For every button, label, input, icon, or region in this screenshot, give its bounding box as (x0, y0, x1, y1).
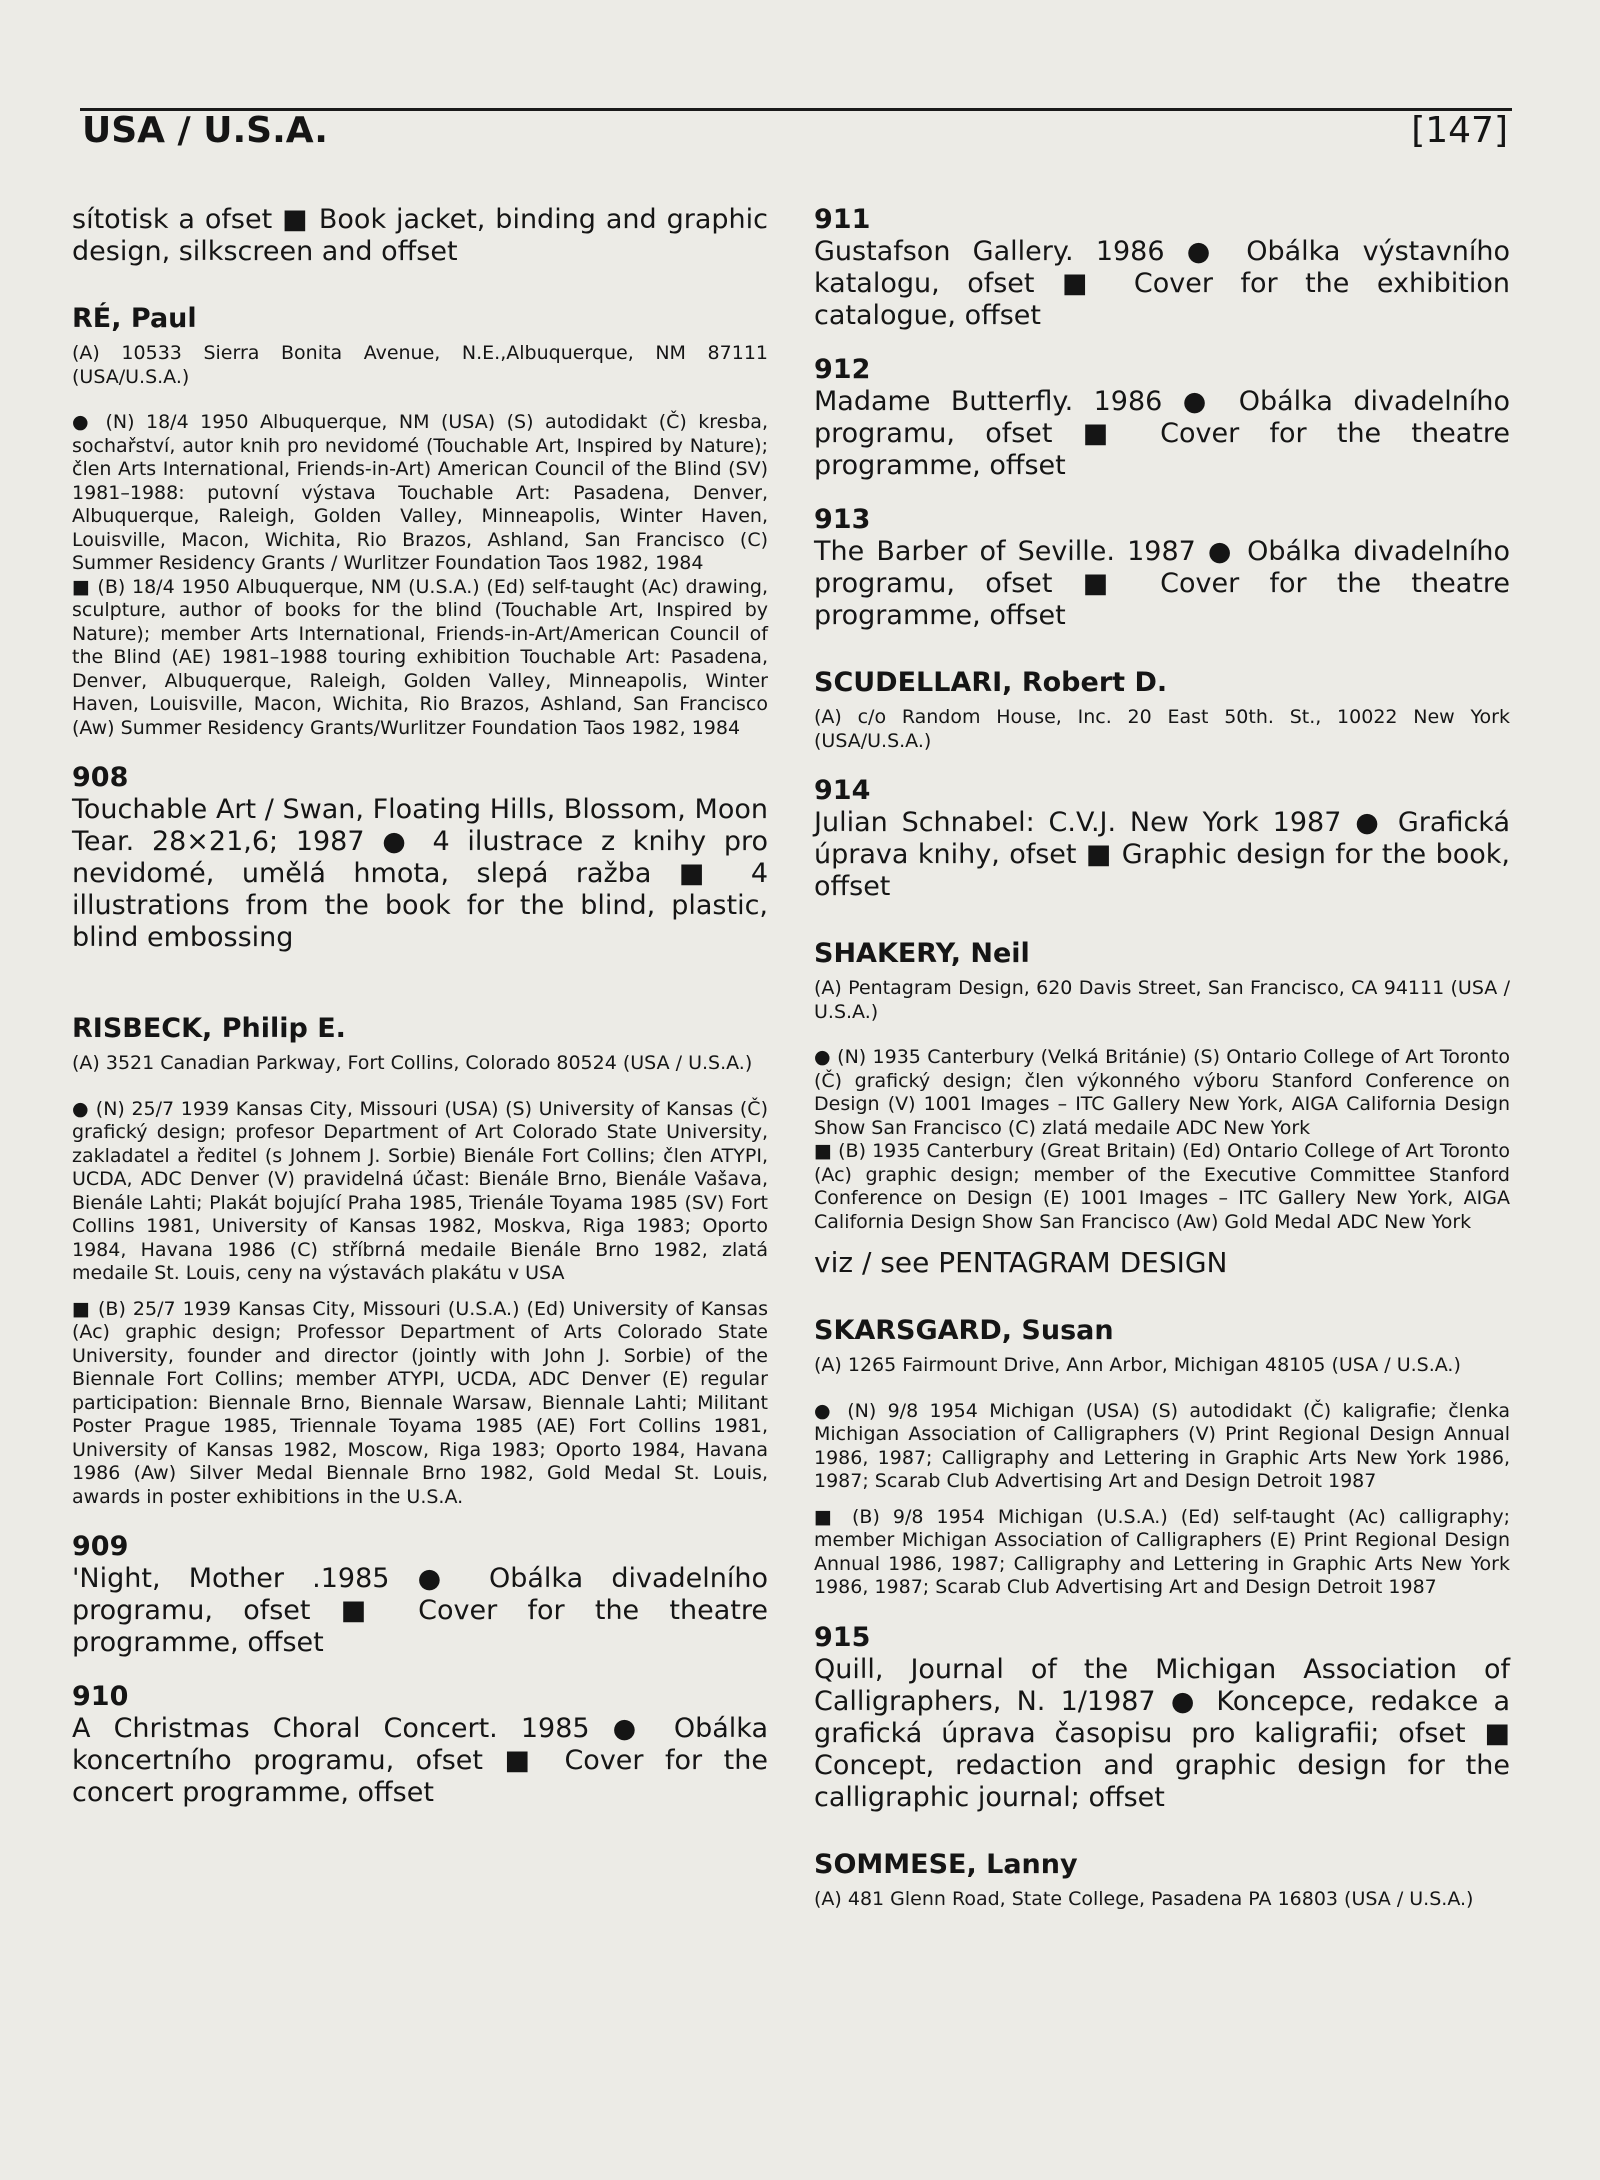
work-description: Quill, Journal of the Michigan Association of Calligraphers, N. 1/1987 ● Koncepce, redakce a grafická úprava časopisu pro kaligrafii; ofset ■ Concept, redaction and graphic design for the calligraphic journal; offset (814, 1653, 1510, 1813)
work-914 (814, 775, 1510, 903)
work-number: 908 (72, 762, 129, 793)
entry-sommese-lanny (814, 1848, 1510, 1912)
bio-czech: ● (N) 1935 Canterbury (Velká Británie) (S) Ontario College of Art Toronto (Č) grafický design; člen výkonného výboru Stanford Conference on Design (V) 1001 Images – ITC Gallery New York, AIGA California Design Show San Francisco (C) zlatá medaile ADC New York (814, 1046, 1510, 1139)
bio-english: ■ (B) 1935 Canterbury (Great Britain) (Ed) Ontario College of Art Toronto (Ac) graphic design; member of the Executive Committee Stanford Conference on Design (E) 1001 Images – ITC Gallery New York, AIGA California Design Show San Francisco (Aw) Gold Medal ADC New York (814, 1140, 1510, 1233)
work-number: 909 (72, 1531, 129, 1562)
artist-address: (A) 481 Glenn Road, State College, Pasadena PA 16803 (USA / U.S.A.) (814, 1887, 1474, 1910)
artist-name: RISBECK, Philip E. (72, 1013, 346, 1044)
see-reference: viz / see PENTAGRAM DESIGN (814, 1246, 1228, 1279)
work-number: 915 (814, 1621, 871, 1653)
right-column (814, 204, 1510, 1911)
page-number: [147] (1411, 110, 1508, 151)
bio-czech: ● (N) 9/8 1954 Michigan (USA) (S) autodidakt (Č) kaligrafie; členka Michigan Association of Calligraphers (V) Print Regional Design Annual 1986, 1987; Calligraphy and Lettering in Graphic Arts New York 1986, 1987; Scarab Club Advertising Art and Design Detroit 1987 (814, 1399, 1510, 1492)
artist-address: (A) 3521 Canadian Parkway, Fort Collins, Colorado 80524 (USA / U.S.A.) (72, 1052, 753, 1074)
artist-address: (A) 10533 Sierra Bonita Avenue, N.E.,Albuquerque, NM 87111 (USA/U.S.A.) (72, 342, 768, 388)
intro-text: sítotisk a ofset ■ Book jacket, binding and graphic design, silkscreen and offset (72, 204, 768, 267)
artist-name: SOMMESE, Lanny (814, 1848, 1078, 1880)
work-number: 914 (814, 775, 871, 806)
work-908 (72, 762, 768, 954)
work-description: A Christmas Choral Concert. 1985 ● Obálka koncertního programu, ofset ■ Cover for the concert programme, offset (72, 1713, 768, 1808)
left-column (72, 204, 768, 1809)
artist-address: (A) c/o Random House, Inc. 20 East 50th. St., 10022 New York (USA/U.S.A.) (814, 706, 1510, 752)
work-number: 911 (814, 204, 871, 235)
artist-name: SHAKERY, Neil (814, 938, 1030, 969)
bio-czech: ● (N) 25/7 1939 Kansas City, Missouri (USA) (S) University of Kansas (Č) grafický design; profesor Department of Art Colorado State University, zakladatel a ředitel (s Johnem J. Sorbie) Bienále Fort Collins; člen ATYPI, UCDA, ADC Denver (V) pravidelná účast: Bienále Brno, Bienále Vašava, Bienále Lahti; Plakát bojující Praha 1985, Trienále Toyama 1985 (SV) Fort Collins 1981, University of Kansas 1982, Moskva, Riga 1983; Oporto 1984, Havana 1986 (C) stříbrná medaile Bienále Brno 1982, zlatá medaile St. Louis, ceny na výstavách plakátu v USA (72, 1097, 768, 1284)
work-description: Madame Butterfly. 1986 ● Obálka divadelního programu, ofset ■ Cover for the theatre programme, offset (814, 386, 1510, 481)
work-915 (814, 1622, 1510, 1814)
page-title: USA / U.S.A. (82, 110, 328, 151)
entry-shakery-neil (814, 937, 1510, 1280)
artist-name: SKARSGARD, Susan (814, 1315, 1114, 1346)
work-909 (72, 1531, 768, 1659)
work-description: 'Night, Mother .1985 ● Obálka divadelního programu, ofset ■ Cover for the theatre programme, offset (72, 1563, 768, 1658)
work-description: Gustafson Gallery. 1986 ● Obálka výstavního katalogu, ofset ■ Cover for the exhibition catalogue, offset (814, 236, 1510, 331)
work-910 (72, 1681, 768, 1809)
work-description: Touchable Art / Swan, Floating Hills, Blossom, Moon Tear. 28×21,6; 1987 ● 4 ilustrace z knihy pro nevidomé, umělá hmota, slepá ražba ■ 4 illustrations from the book for the blind, plastic, blind embossing (72, 794, 768, 953)
work-number: 910 (72, 1681, 129, 1712)
work-description: Julian Schnabel: C.V.J. New York 1987 ● Grafická úprava knihy, ofset ■ Graphic design for the book, offset (814, 807, 1510, 902)
work-912 (814, 354, 1510, 482)
work-913 (814, 504, 1510, 632)
bio-english: ■ (B) 9/8 1954 Michigan (U.S.A.) (Ed) self-taught (Ac) calligraphy; member Michigan Association of Calligraphers (E) Print Regional Design Annual 1986, 1987; Calligraphy and Lettering in Graphic Arts New York 1986, 1987; Scarab Club Advertising Art and Design Detroit 1987 (814, 1505, 1510, 1598)
bio-english: ■ (B) 25/7 1939 Kansas City, Missouri (U.S.A.) (Ed) University of Kansas (Ac) graphic design; Professor Department of Arts Colorado State University, founder and director (jointly with John J. Sorbie) of the Biennale Fort Collins; member ATYPI, UCDA, ADC Denver (E) regular participation: Biennale Brno, Biennale Warsaw, Biennale Lahti; Militant Poster Prague 1985, Triennale Toyama 1985 (AE) Fort Collins 1981, University of Kansas 1982, Moscow, Riga 1983; Oporto 1984, Havana 1986 (Aw) Silver Medal Biennale Brno 1982, Gold Medal St. Louis, awards in poster exhibitions in the U.S.A. (72, 1297, 768, 1508)
bio-czech: ● (N) 18/4 1950 Albuquerque, NM (USA) (S) autodidakt (Č) kresba, sochařství, autor knih pro nevidomé (Touchable Art, Inspired by Nature); člen Arts International, Friends-in-Art) American Council of the Blind (SV) 1981–1988: putovní výstava Touchable Art: Pasadena, Denver, Albuquerque, Raleigh, Golden Valley, Minneapolis, Winter Haven, Louisville, Macon, Wichita, Rio Brazos, Ashland, San Francisco (C) Summer Residency Grants / Wurlitzer Foundation Taos 1982, 1984 (72, 411, 768, 574)
work-number: 913 (814, 504, 871, 535)
artist-name: RÉ, Paul (72, 303, 197, 334)
entry-re-paul (72, 302, 768, 740)
entry-skarsgard-susan (814, 1314, 1510, 1600)
entry-scudellari-robert (814, 666, 1510, 753)
entry-risbeck-philip (72, 1012, 768, 1509)
bio-english: ■ (B) 18/4 1950 Albuquerque, NM (U.S.A.) (Ed) self-taught (Ac) drawing, sculpture, author of books for the blind (Touchable Art, Inspired by Nature); member Arts International, Friends-in-Art/American Council of the Blind (AE) 1981–1988 touring exhibition Touchable Art: Pasadena, Denver, Albuquerque, Raleigh, Golden Valley, Minneapolis, Winter Haven, Louisville, Macon, Wichita, Rio Brazos, Ashland, San Francisco (Aw) Summer Residency Grants/Wurlitzer Foundation Taos 1982, 1984 (72, 575, 768, 739)
artist-name: SCUDELLARI, Robert D. (814, 667, 1168, 698)
work-description: The Barber of Seville. 1987 ● Obálka divadelního programu, ofset ■ Cover for the theatre programme, offset (814, 536, 1510, 631)
work-number: 912 (814, 354, 871, 385)
artist-address: (A) Pentagram Design, 620 Davis Street, San Francisco, CA 94111 (USA / U.S.A.) (814, 977, 1510, 1023)
work-911 (814, 204, 1510, 332)
artist-address: (A) 1265 Fairmount Drive, Ann Arbor, Michigan 48105 (USA / U.S.A.) (814, 1354, 1461, 1376)
